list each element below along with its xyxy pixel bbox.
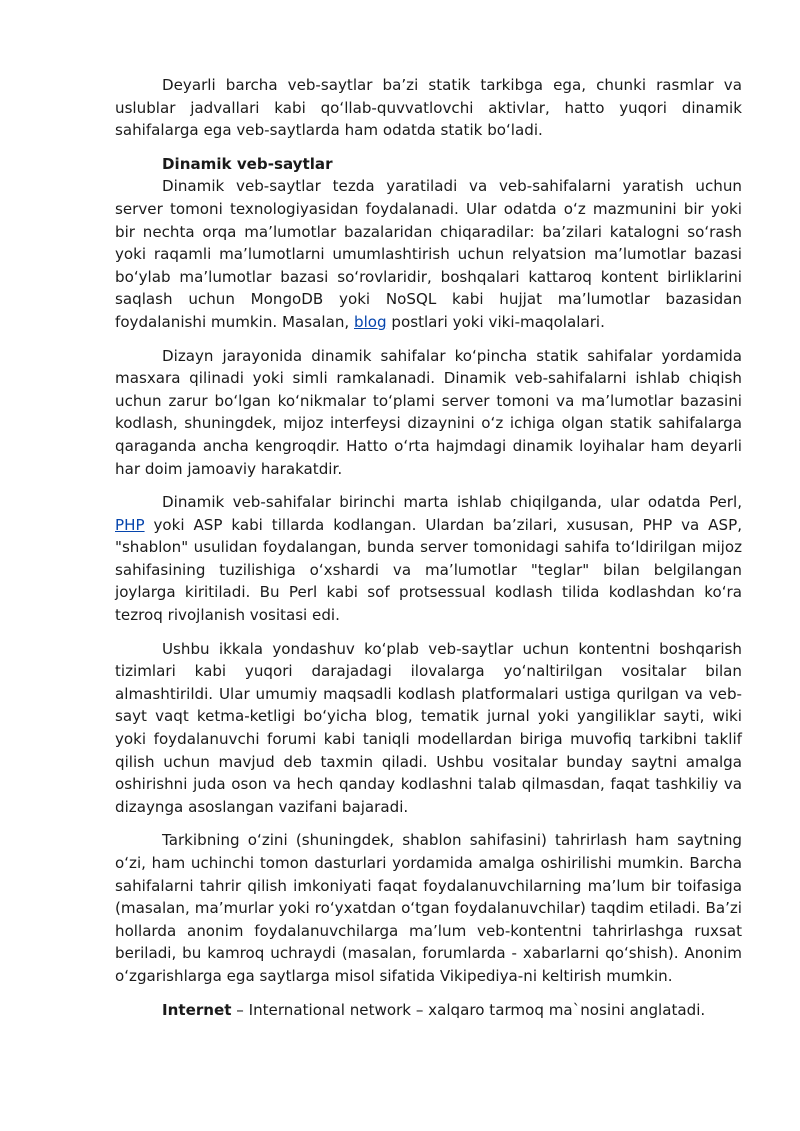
- paragraph-internet-definition: [115, 999, 742, 1022]
- paragraph-dynamic-definition: [115, 175, 742, 333]
- paragraph-text: yoki ASP kabi tillarda kodlangan. Ulardan baʼzilari, xususan, PHP va ASP, "shablon" usulidan foydalangan, bunda server tomonidagi sahifa toʻldirilgan mijoz sahifasining tuzilishiga oʻxshardi va maʼlumotlar "teglar" bilan belgilangan joylarga kiritiladi. Bu Perl kabi sof protsessual kodlash tilida kodlashdan koʻra tezroq rivojlanish vositasi edi.: [115, 515, 742, 625]
- paragraph-early-languages: [115, 491, 742, 627]
- php-link[interactable]: PHP: [115, 515, 145, 534]
- paragraph-design-process: Dizayn jarayonida dinamik sahifalar koʻpincha statik sahifalar yordamida masxara qilinadi yoki simli ramkalanadi. Dinamik veb-sahifalarni ishlab chiqish uchun zarur boʻlgan koʻnikmalar toʻplami server tomoni va maʼlumotlar bazasini kodlash, shuningdek, mijoz interfeysi dizaynini oʻz ichiga olgan statik sahifalarga qaraganda ancha kengroqdir. Hatto oʻrta hajmdagi dinamik loyihalar ham deyarli har doim jamoaviy harakatdir.: [115, 346, 742, 478]
- paragraph-text: Dinamik veb-sahifalar birinchi marta ishlab chiqilganda, ular odatda Perl,: [162, 493, 742, 512]
- section-heading-dynamic-websites: Dinamik veb-saytlar: [162, 154, 333, 173]
- paragraph-content-editing: Tarkibning oʻzini (shuningdek, shablon sahifasini) tahrirlash ham saytning oʻzi, ham uchinchi tomon dasturlari yordamida amalga oshirilishi mumkin. Barcha sahifalarni tahrir qilish imkoniyati faqat foydalanuvchilarning maʼlum bir toifasiga (masalan, maʼmurlar yoki roʻyxatdan oʻtgan foydalanuvchilar) taqdim etiladi. Baʼzi hollarda anonim foydalanuvchilarga maʼlum veb-kontentni tahrirlashga ruxsat beriladi, bu kamroq uchraydi (masalan, forumlarda - xabarlarni qoʻshish). Anonim oʻzgarishlarga ega saytlarga misol sifatida Vikipediya-ni keltirish mumkin.: [115, 831, 742, 985]
- paragraph-cms-tools: Ushbu ikkala yondashuv koʻplab veb-saytlar uchun kontentni boshqarish tizimlari kabi yuqori darajadagi ilovalarga yoʻnaltirilgan vositalar bilan almashtirildi. Ular umumiy maqsadli kodlash platformalari ustiga qurilgan va veb-sayt vaqt ketma-ketligi boʻyicha blog, tematik jurnal yoki yangiliklar sayti, wiki yoki foydalanuvchi forumi kabi taniqli modellardan biriga muvofiq tarkibni taklif qilish uchun mavjud deb taxmin qiladi. Ushbu vositalar bunday saytni amalga oshirishni juda oson va hech qanday kodlashni talab qilmasdan, faqat tashkiliy va dizaynga asoslangan vazifani bajaradi.: [115, 639, 742, 816]
- paragraph-text: postlari yoki viki-maqolalari.: [386, 312, 605, 331]
- paragraph-text: Dinamik veb-saytlar tezda yaratiladi va veb-sahifalarni yaratish uchun server tomoni texnologiyasidan foydalanadi. Ular odatda oʻz mazmunini bir yoki bir nechta orqa maʼlumotlar bazalaridan chiqaradilar: baʼzilari katalogni soʻrash yoki raqamli maʼlumotlarni umumlashtirish uchun relyatsion maʼlumotlar bazasi boʻylab maʼlumotlar bazasi soʻrovlaridir, boshqalari kattaroq kontent birliklarini saqlash uchun MongoDB yoki NoSQL kabi hujjat maʼlumotlar bazasidan foydalanishi mumkin. Masalan,: [115, 177, 742, 331]
- internet-term: Internet: [162, 1000, 232, 1019]
- blog-link[interactable]: blog: [354, 312, 387, 331]
- paragraph-static-assets: Deyarli barcha veb-saytlar baʼzi statik tarkibga ega, chunki rasmlar va uslublar jadvallari kabi qoʻllab-quvvatlovchi aktivlar, hatto yuqori dinamik sahifalarga ega veb-saytlarda ham odatda statik boʻladi.: [115, 76, 742, 140]
- document-page: [115, 74, 742, 1021]
- paragraph-text: – International network – xalqaro tarmoq ma`nosini anglatadi.: [231, 1000, 706, 1019]
